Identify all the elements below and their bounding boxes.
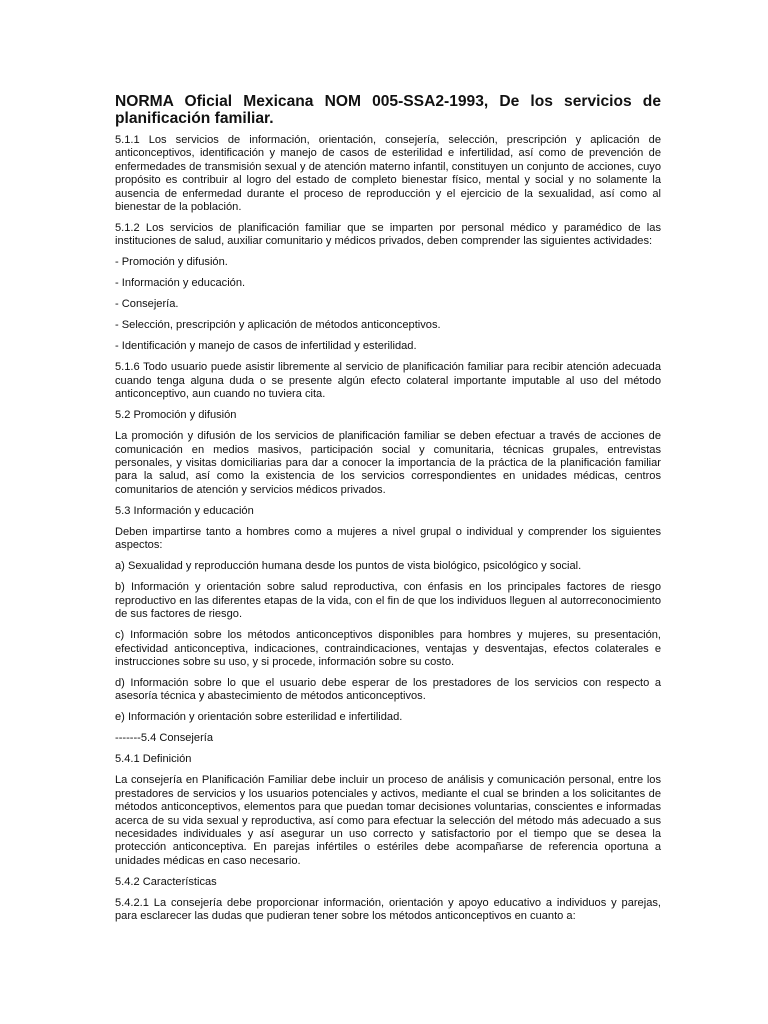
list-item-promocion: - Promoción y difusión. (115, 256, 228, 269)
section-heading-5-4-1: 5.4.1 Definición (115, 753, 192, 766)
paragraph-consejeria-definicion: La consejería en Planificación Familiar debe incluir un proceso de análisis y comunicación personal, entre los prestadores de servicios y los usuarios potenciales y activos, mediante el cual se brinden a los solicitantes de métodos anticonceptivos, elementos para que puedan tomar decisiones voluntarias, conscientes e informadas acerca de su vida sexual y reproductiva, así como para efectuar la selección del método más adecuado a sus necesidades individuales y así asegurar un uso correcto y satisfactorio por el tiempo que se desea la protección anticonceptiva. En parejas infértiles o estériles debe acompañarse de referencia oportuna a unidades médicas en caso necesario. (115, 774, 661, 867)
list-item-b: b) Información y orientación sobre salud reproductiva, con énfasis en los principales factores de riesgo reproductivo en las diferentes etapas de la vida, con el fin de que los individuos lleguen al autorreconocimiento de sus factores de riesgo. (115, 581, 661, 621)
list-item-c: c) Información sobre los métodos anticonceptivos disponibles para hombres y mujeres, su presentación, efectividad anticonceptiva, indicaciones, contraindicaciones, ventajas y desventajas, efectos colaterales e instrucciones sobre su uso, y si procede, información sobre su costo. (115, 629, 661, 668)
list-item-informacion: - Información y educación. (115, 277, 246, 290)
section-heading-5-4: -------5.4 Consejería (115, 732, 214, 745)
list-item-e: e) Información y orientación sobre esterilidad e infertilidad. (115, 711, 403, 724)
paragraph-5-1-2: 5.1.2 Los servicios de planificación familiar que se imparten por personal médico y paramédico de las instituciones de salud, auxiliar comunitario y médicos privados, deben comprender las siguientes actividades: (115, 222, 661, 248)
document-page (115, 93, 661, 924)
section-heading-5-3: 5.3 Información y educación (115, 504, 254, 517)
section-heading-5-2: 5.2 Promoción y difusión (115, 409, 237, 422)
list-item-identificacion: - Identificación y manejo de casos de infertilidad y esterilidad. (115, 340, 417, 353)
list-item-seleccion: - Selección, prescripción y aplicación de métodos anticonceptivos. (115, 319, 441, 332)
list-item-a: a) Sexualidad y reproducción humana desde los puntos de vista biológico, psicológico y social. (115, 560, 582, 573)
section-heading-5-4-2: 5.4.2 Características (115, 875, 217, 888)
paragraph-promocion-difusion: La promoción y difusión de los servicios de planificación familiar se deben efectuar a través de acciones de comunicación en medios masivos, participación social y comunitaria, técnicas grupales, entrevistas personales, y visitas domiciliarias para dar a conocer la importancia de la práctica de la planificación familiar para la salud, así como la existencia de los servicios correspondientes en unidades médicas, centros comunitarios de atención y servicios médicos privados. (115, 430, 661, 496)
paragraph-5-1-6: 5.1.6 Todo usuario puede asistir libremente al servicio de planificación familiar para recibir atención adecuada cuando tenga alguna duda o se presente algún efecto colateral importante imputable al uso del método anticonceptivo, aun cuando no tuviera cita. (115, 361, 661, 401)
list-item-consejeria: - Consejería. (115, 298, 179, 311)
paragraph-5-4-2-1: 5.4.2.1 La consejería debe proporcionar información, orientación y apoyo educativo a individuos y parejas, para esclarecer las dudas que pudieran tener sobre los métodos anticonceptivos en cuanto a: (115, 896, 661, 923)
paragraph-deben-impartirse: Deben impartirse tanto a hombres como a mujeres a nivel grupal o individual y comprender los siguientes aspectos: (115, 525, 661, 552)
document-title: NORMA Oficial Mexicana NOM 005-SSA2-1993, De los servicios de planificación familiar. (115, 93, 661, 127)
paragraph-5-1-1: 5.1.1 Los servicios de información, orientación, consejería, selección, prescripción y aplicación de anticonceptivos, identificación y manejo de casos de esterilidad e infertilidad, así como de prevención de enfermedades de transmisión sexual y de atención materno infantil, constituyen un conjunto de acciones, cuyo propósito es contribuir al logro del estado de completo bienestar físico, mental y social y no solamente la ausencia de enfermedad durante el proceso de reproducción y el ejercicio de la sexualidad, así como al bienestar de la población. (115, 134, 661, 214)
list-item-d: d) Información sobre lo que el usuario debe esperar de los prestadores de los servicios con respecto a asesoría técnica y abastecimiento de métodos anticonceptivos. (115, 676, 661, 703)
